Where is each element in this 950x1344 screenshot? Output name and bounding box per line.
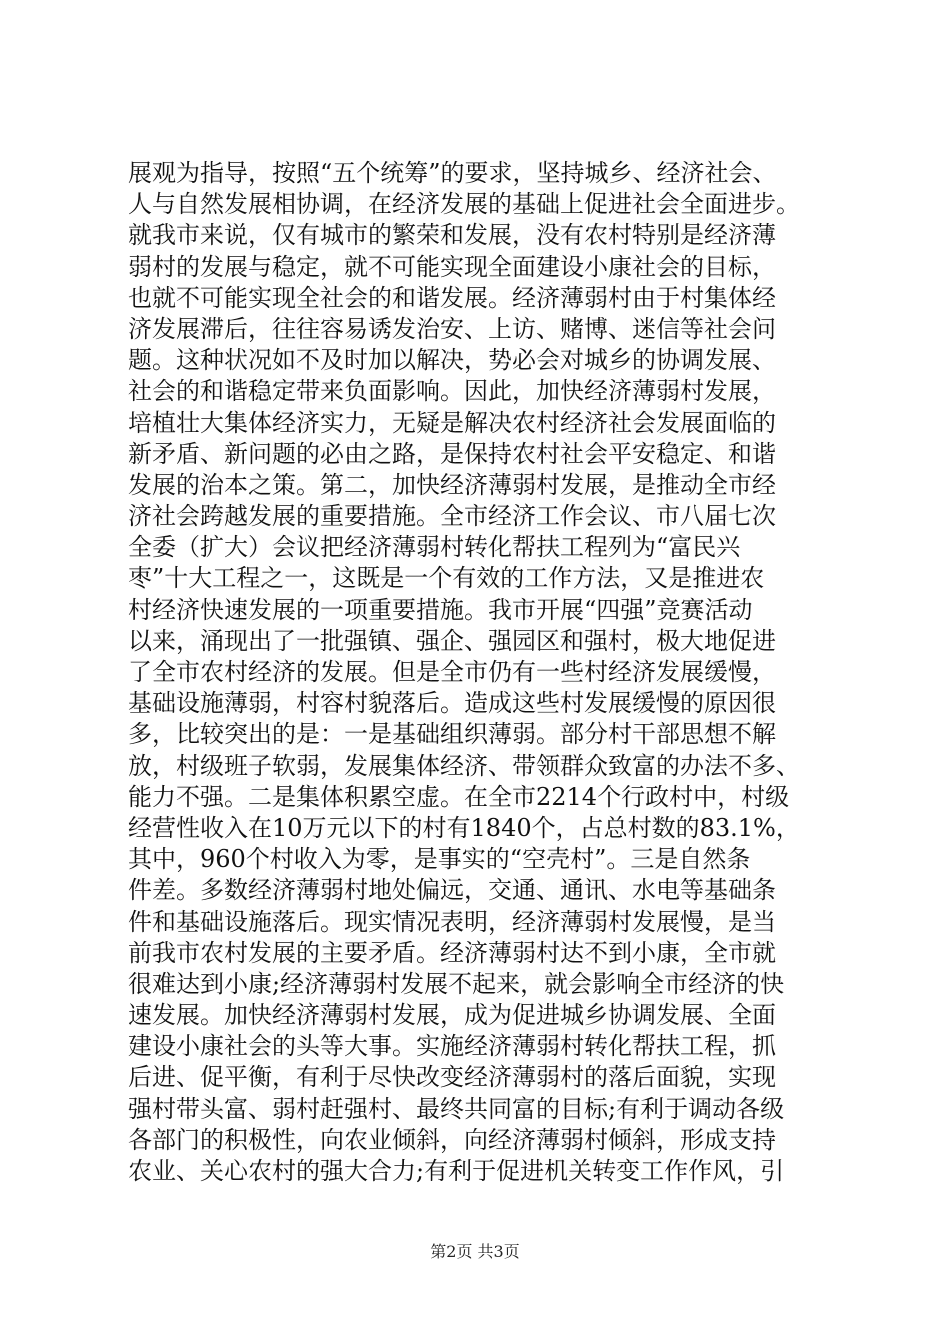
text-line: 以来，涌现出了一批强镇、强企、强园区和强村，极大地促进 [128,626,776,655]
text-line: 农业、关心农村的强大合力;有利于促进机关转变工作作风，引 [128,1157,785,1185]
text-line: 就我市来说，仅有城市的繁荣和发展，没有农村特别是经济薄 [128,221,776,250]
text-line: 后进、促平衡，有利于尽快改变经济薄弱村的落后面貌，实现 [128,1063,776,1092]
document-body [128,158,828,1187]
text-line: 全委（扩大）会议把经济薄弱村转化帮扶工程列为“富民兴 [128,533,741,562]
text-line: 速发展。加快经济薄弱村发展，成为促进城乡协调发展、全面 [128,1001,776,1030]
text-line: 培植壮大集体经济实力，无疑是解决农村经济社会发展面临的 [128,408,776,437]
text-line: 题。这种状况如不及时加以解决，势必会对城乡的协调发展、 [128,346,776,375]
text-line: 了全市农村经济的发展。但是全市仍有一些村经济发展缓慢， [128,658,776,686]
text-line: 弱村的发展与稳定，就不可能实现全面建设小康社会的目标， [128,252,776,281]
text-line: 件差。多数经济薄弱村地处偏远，交通、通讯、水电等基础条 [128,876,776,905]
text-line: 各部门的积极性，向农业倾斜，向经济薄弱村倾斜，形成支持 [128,1125,776,1154]
text-line: 强村带头富、弱村赶强村、最终共同富的目标;有利于调动各级 [128,1094,785,1123]
text-line: 基础设施薄弱，村容村貌落后。造成这些村发展缓慢的原因很 [128,689,776,718]
text-line: 其中，960个村收入为零，是事实的“空壳村”。三是自然条 [128,845,751,874]
text-line: 能力不强。二是集体积累空虚。在全市2214个行政村中，村级 [128,782,790,811]
text-line: 枣”十大工程之一，这既是一个有效的工作方法，又是推进农 [128,564,765,593]
text-line: 济社会跨越发展的重要措施。全市经济工作会议、市八届七次 [128,502,776,531]
text-line: 也就不可能实现全社会的和谐发展。经济薄弱村由于村集体经 [128,283,776,312]
text-line: 展观为指导，按照“五个统筹”的要求，坚持城乡、经济社会、 [128,159,777,187]
text-line: 发展的治本之策。第二，加快经济薄弱村发展，是推动全市经 [128,470,776,499]
text-line: 济发展滞后，往往容易诱发治安、上访、赌博、迷信等社会问 [128,314,776,343]
text-line: 很难达到小康;经济薄弱村发展不起来，就会影响全市经济的快 [128,969,785,998]
text-line: 多，比较突出的是：一是基础组织薄弱。部分村干部思想不解 [128,720,776,749]
text-line: 前我市农村发展的主要矛盾。经济薄弱村达不到小康，全市就 [128,938,776,967]
text-line: 新矛盾、新问题的必由之路，是保持农村社会平安稳定、和谐 [128,439,776,468]
text-line: 建设小康社会的头等大事。实施经济薄弱村转化帮扶工程，抓 [128,1032,776,1061]
text-line: 社会的和谐稳定带来负面影响。因此，加快经济薄弱村发展， [128,377,776,406]
text-line: 村经济快速发展的一项重要措施。我市开展“四强”竞赛活动 [128,595,753,624]
text-line: 人与自然发展相协调，在经济发展的基础上促进社会全面进步。 [128,190,800,219]
page-number-label: 第2页 共3页 [430,1242,520,1261]
text-line: 经营性收入在10万元以下的村有1840个，占总村数的83.1%， [128,813,800,842]
page-footer [0,1240,950,1264]
text-line: 件和基础设施落后。现实情况表明，经济薄弱村发展慢，是当 [128,907,776,936]
text-line: 放，村级班子软弱，发展集体经济、带领群众致富的办法不多、 [128,751,800,780]
